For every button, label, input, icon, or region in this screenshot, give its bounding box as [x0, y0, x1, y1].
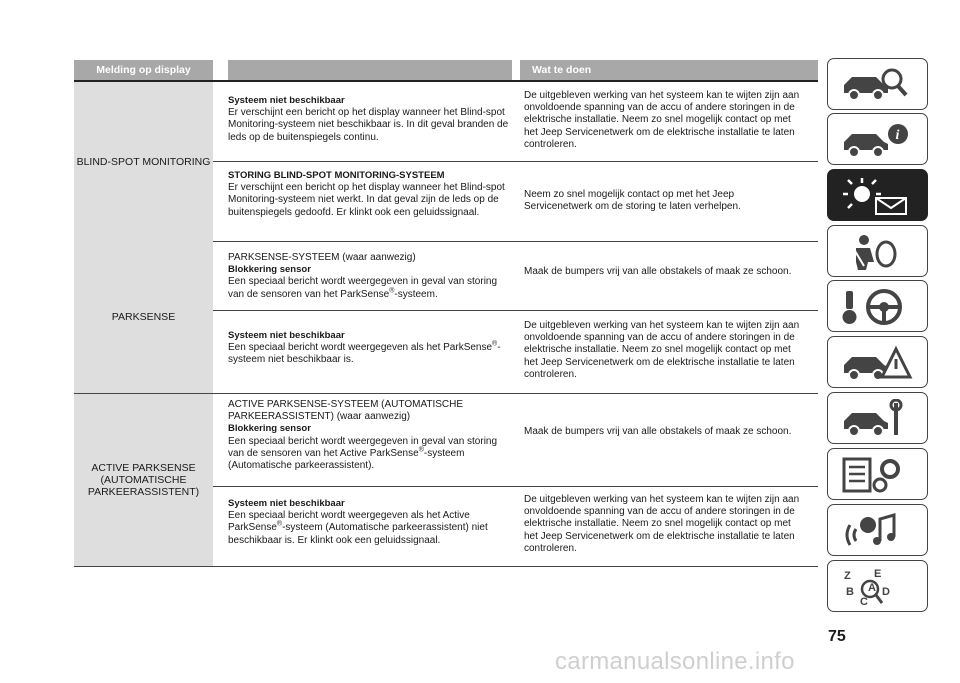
chapter-tab-service[interactable] [827, 392, 928, 444]
header-col3: Wat te doen [520, 60, 818, 80]
table-bottom-rule [74, 566, 818, 567]
group-active-parksense: ACTIVE PARKSENSE (AUTOMATISCHE PARKEERASSISTENT) [74, 393, 213, 566]
car-emergency-icon [840, 343, 916, 383]
key-steering-wheel-icon [840, 287, 916, 327]
action-r2: Neem zo snel mogelijk contact op met het Jeep Servicenetwerk om de storing te laten verhelpen. [524, 189, 741, 213]
chapter-tab-warning-lights[interactable] [827, 169, 928, 221]
specifications-gears-icon [840, 455, 916, 495]
message-text: Er verschijnt een bericht op het display wanneer het Blind-spot Monitoring-systeem niet beschikbaar is. In dit geval branden de leds op de buitenspiegels continu. [228, 107, 509, 143]
message-title: Systeem niet beschikbaar [228, 330, 345, 341]
message-title: Blokkering sensor [228, 264, 311, 276]
message-text: Er verschijnt een bericht op het display wanneer het Blind-spot Monitoring-systeem niet werkt. In dat geval zijn de leds op de buitenspiegels gedoofd. Er klinkt ook een geluidssignaal. [228, 182, 505, 218]
message-text: Een speciaal bericht wordt weergegeven in geval van storing van de sensoren van het Active ParkSense®-systeem (Automatische parkeerassistent). [228, 435, 498, 472]
chapter-tab-specifications[interactable] [827, 448, 928, 500]
car-service-tools-icon [840, 399, 916, 439]
action-r4: De uitgebleven werking van het systeem kan te wijten zijn aan onvoldoende spanning van de accu of andere storingen in de elektrische installatie. Neem zo snel mogelijk contact op met het Jeep Servicenetwerk om de elektrische installatie te laten controleren. [524, 320, 800, 380]
svg-text:A: A [868, 582, 876, 594]
svg-text:D: D [882, 586, 890, 598]
message-r4 [228, 330, 512, 367]
svg-text:C: C [860, 596, 868, 607]
multimedia-icon [840, 511, 916, 551]
group-divider [74, 393, 818, 394]
row-divider [213, 161, 818, 162]
action-r5: Maak de bumpers vrij van alle obstakels of maak ze schoon. [524, 426, 792, 437]
message-text: Een speciaal bericht wordt weergegeven in geval van storing van de sensoren van het ParkSense®-systeem. [228, 276, 498, 300]
group-parksense: PARKSENSE [74, 241, 213, 393]
header-col1: Melding op display [74, 60, 213, 80]
watermark: carmanualsonline.info [555, 648, 795, 675]
action-r1: De uitgebleven werking van het systeem kan te wijten zijn aan onvoldoende spanning van de accu of andere storingen in de elektrische installatie. Neem zo snel mogelijk contact op met het Jeep Servicenetwerk om de elektrische installatie te laten controleren. [524, 90, 800, 150]
svg-text:Z: Z [844, 570, 851, 582]
page-number: 75 [828, 628, 846, 645]
chapter-tab-safety[interactable] [827, 225, 928, 277]
chapter-tab-multimedia[interactable] [827, 504, 928, 556]
chapter-tab-starting[interactable] [827, 280, 928, 332]
row-divider [213, 486, 818, 487]
message-title: Blokkering sensor [228, 423, 311, 435]
car-search-icon [840, 65, 916, 105]
chapter-tab-emergency[interactable] [827, 336, 928, 388]
header-col2 [228, 60, 512, 80]
message-text: Een speciaal bericht wordt weergegeven als het ParkSense®-systeem niet beschikbaar is. [228, 340, 501, 366]
system-label: PARKSENSE-SYSTEEM (waar aanwezig) [228, 252, 416, 263]
row-divider [213, 241, 818, 242]
chapter-tab-car-info[interactable] [827, 113, 928, 165]
message-title: Systeem niet beschikbaar [228, 95, 345, 106]
group-blindspot: BLIND-SPOT MONITORING [74, 82, 213, 241]
car-info-icon [840, 120, 916, 160]
message-text: Een speciaal bericht wordt weergegeven als het Active ParkSense®-systeem (Automatische parkeerassistent) niet beschikbaar is. Er klinkt ook een geluidssignaal. [228, 510, 488, 546]
message-r5 [228, 399, 512, 472]
chapter-tab-car-search[interactable] [827, 58, 928, 110]
action-r3: Maak de bumpers vrij van alle obstakels of maak ze schoon. [524, 266, 792, 277]
message-title: Systeem niet beschikbaar [228, 498, 345, 509]
system-label: ACTIVE PARKSENSE-SYSTEEM (AUTOMATISCHE PARKEERASSISTENT) (waar aanwezig) [228, 399, 464, 423]
message-r2 [228, 170, 512, 219]
message-r1 [228, 95, 512, 144]
warning-light-message-icon [840, 176, 916, 216]
chapter-tab-index[interactable] [827, 560, 928, 612]
svg-text:B: B [846, 586, 854, 598]
airbag-safety-icon [840, 232, 916, 272]
action-r6: De uitgebleven werking van het systeem kan te wijten zijn aan onvoldoende spanning van de accu of andere storingen in de elektrische installatie. Neem zo snel mogelijk contact op met het Jeep Servicenetwerk om de elektrische installatie te laten controleren. [524, 494, 800, 554]
svg-text:i: i [895, 128, 900, 143]
alphabetical-index-icon [840, 567, 916, 607]
message-title: STORING BLIND-SPOT MONITORING-SYSTEEM [228, 170, 445, 181]
message-r6 [228, 498, 512, 547]
svg-text:E: E [874, 568, 882, 580]
row-divider [213, 310, 818, 311]
message-r3 [228, 252, 512, 301]
